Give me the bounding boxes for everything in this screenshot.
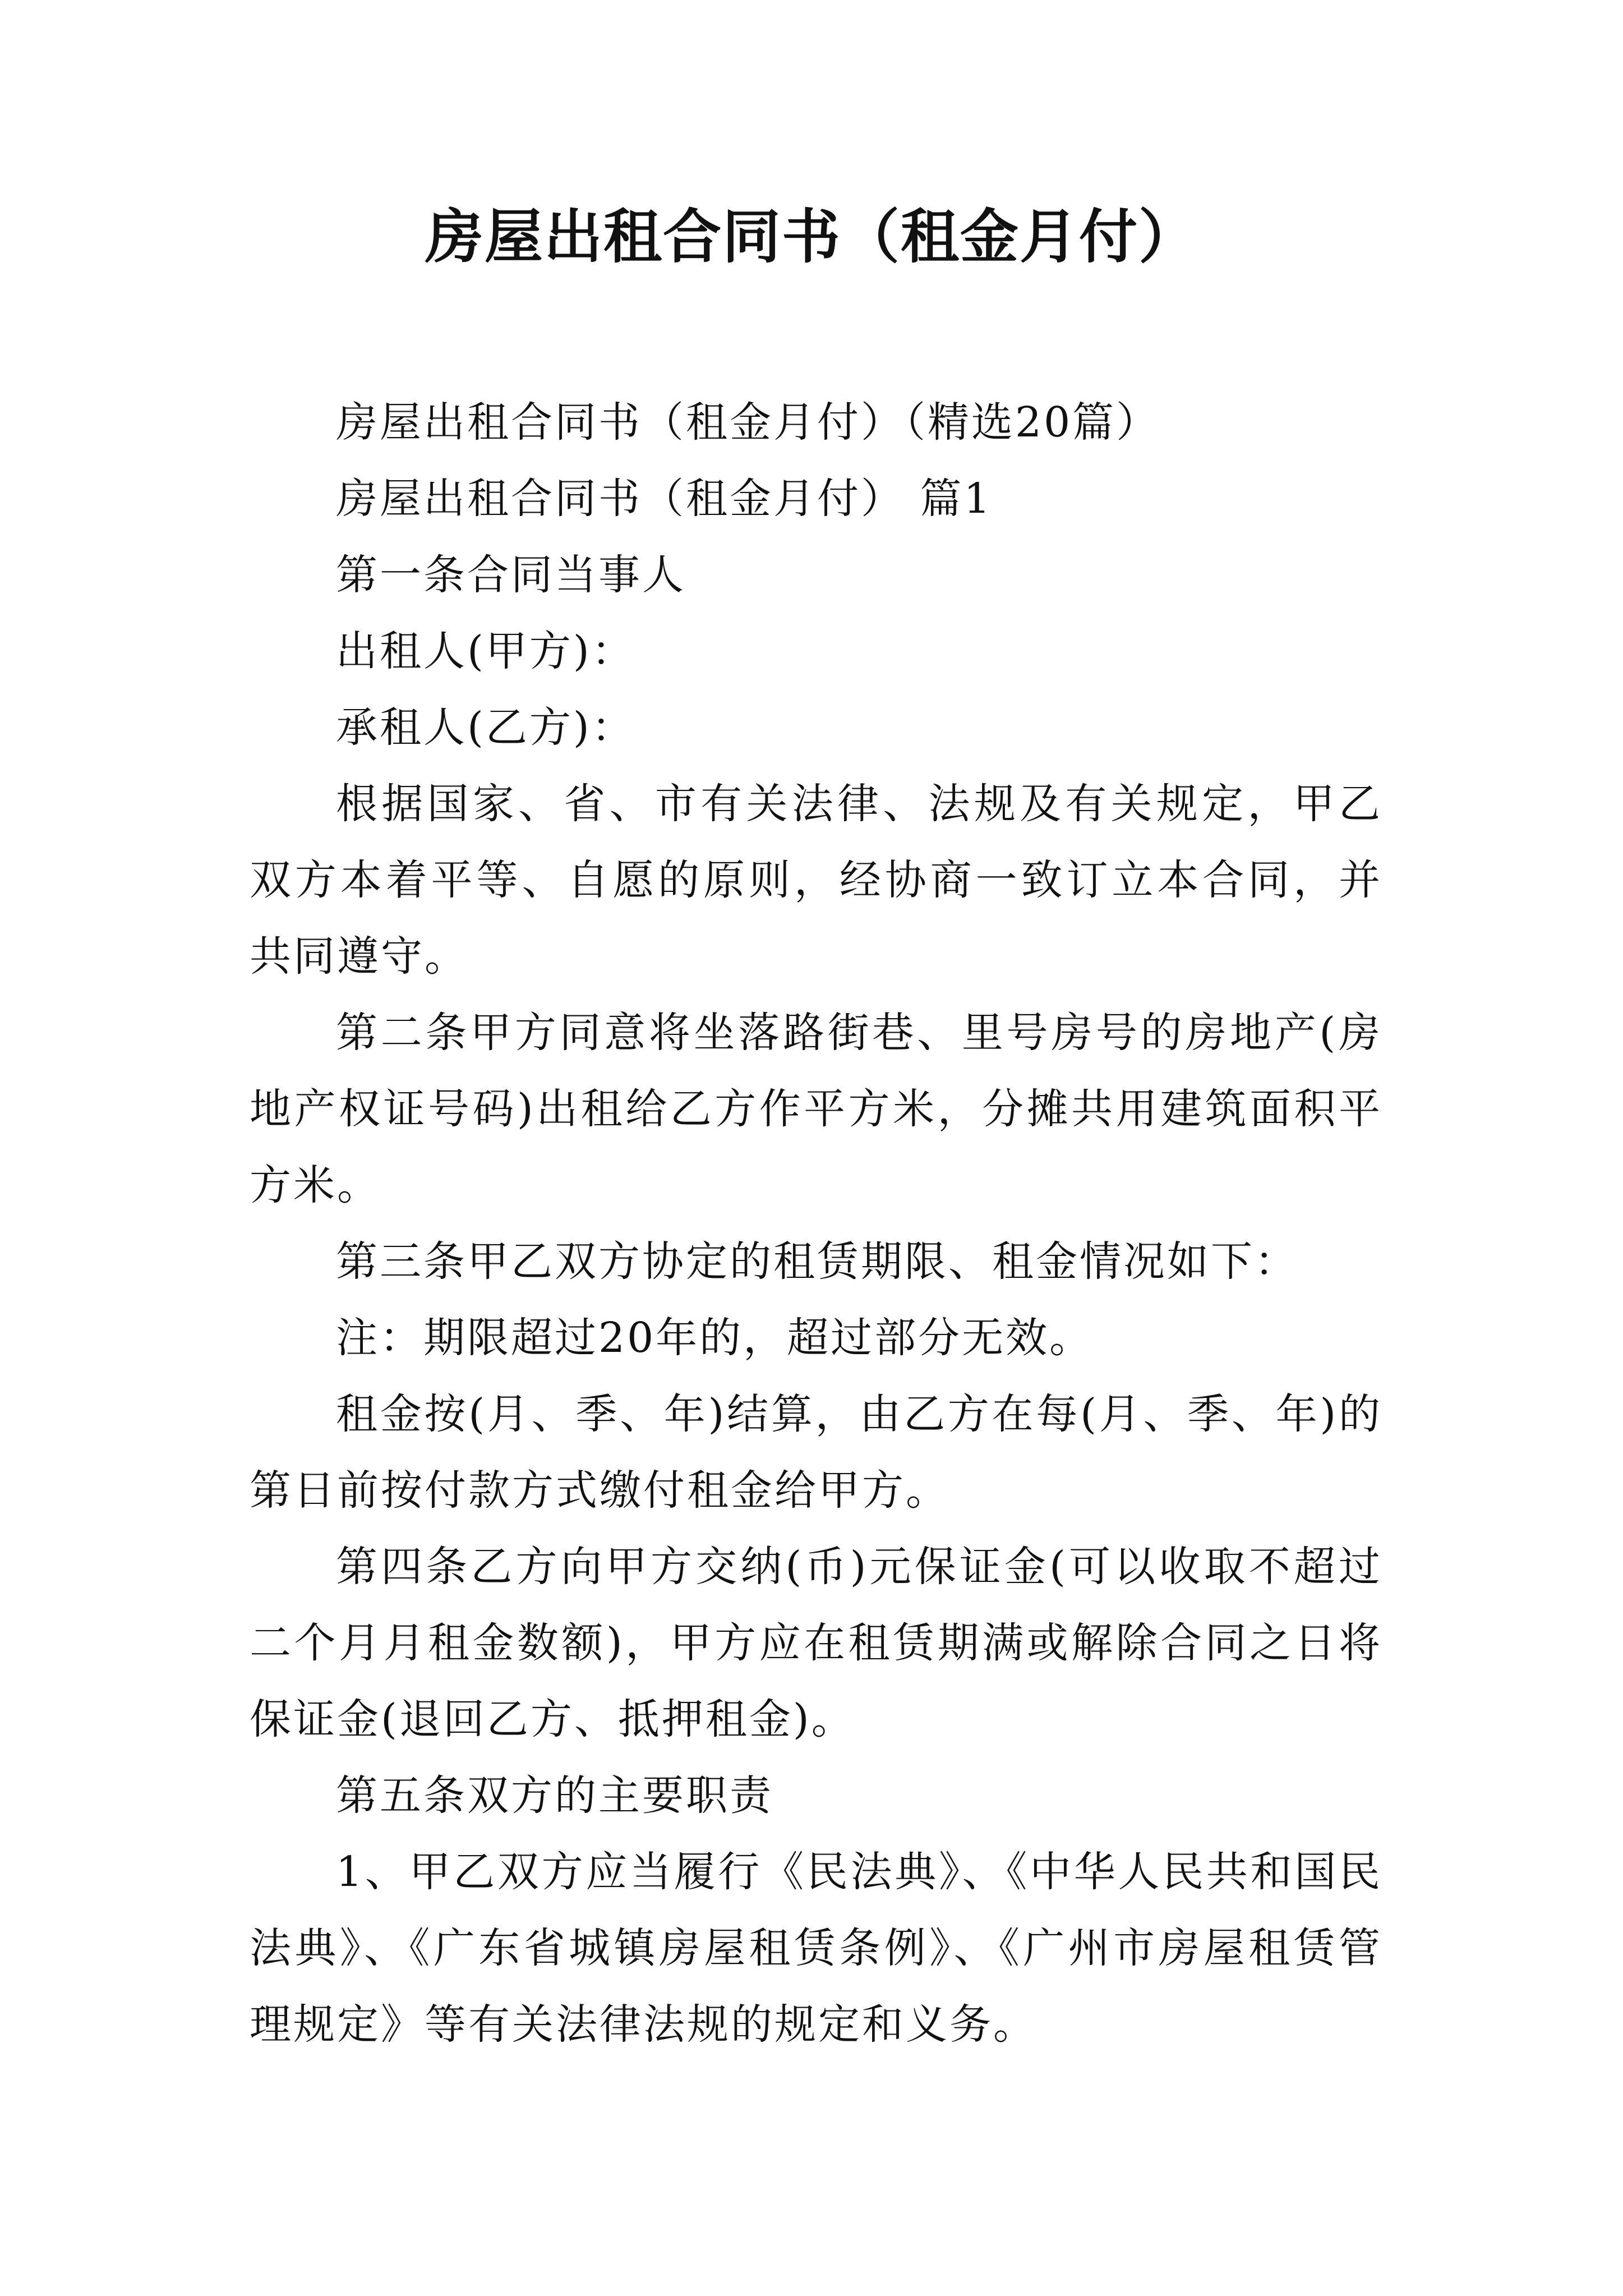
paragraph-duty-1: 1、甲乙双方应当履行《民法典》、《中华人民共和国民法典》、《广东省城镇房屋租赁条例》、《广州市房屋租赁管理规定》等有关法律法规的规定和义务。 <box>250 1848 1382 2049</box>
paragraph-section-heading: 房屋出租合同书（租金月付） 篇1 <box>336 475 993 523</box>
paragraph-lessee: 承租人(乙方)： <box>336 703 635 752</box>
document-title: 房屋出租合同书（租金月付） <box>425 203 1198 271</box>
paragraph-article-3: 第三条甲乙双方协定的租赁期限、租金情况如下： <box>336 1237 1298 1286</box>
paragraph-article-2: 第二条甲方同意将坐落路街巷、里号房号的房地产(房地产权证号码)出租给乙方作平方米，分摊共用建筑面积平方米。 <box>250 1009 1382 1209</box>
document-body <box>250 384 1382 2063</box>
paragraph-article-4: 第四条乙方向甲方交纳(币)元保证金(可以收取不超过二个月月租金数额)，甲方应在租赁期满或解除合同之日将保证金(退回乙方、抵押租金)。 <box>250 1543 1382 1743</box>
paragraph-preamble: 根据国家、省、市有关法律、法规及有关规定，甲乙双方本着平等、自愿的原则，经协商一致订立本合同，并共同遵守。 <box>250 780 1382 981</box>
paragraph-rent-settlement: 租金按(月、季、年)结算，由乙方在每(月、季、年)的第日前按付款方式缴付租金给甲方。 <box>250 1390 1382 1515</box>
paragraph-collection-title: 房屋出租合同书（租金月付）（精选20篇） <box>336 398 1160 447</box>
paragraph-article-1: 第一条合同当事人 <box>336 551 686 599</box>
paragraph-article-5: 第五条双方的主要职责 <box>336 1772 773 1820</box>
paragraph-lessor: 出租人(甲方)： <box>336 627 635 675</box>
paragraph-note: 注：期限超过20年的，超过部分无效。 <box>336 1314 1094 1362</box>
